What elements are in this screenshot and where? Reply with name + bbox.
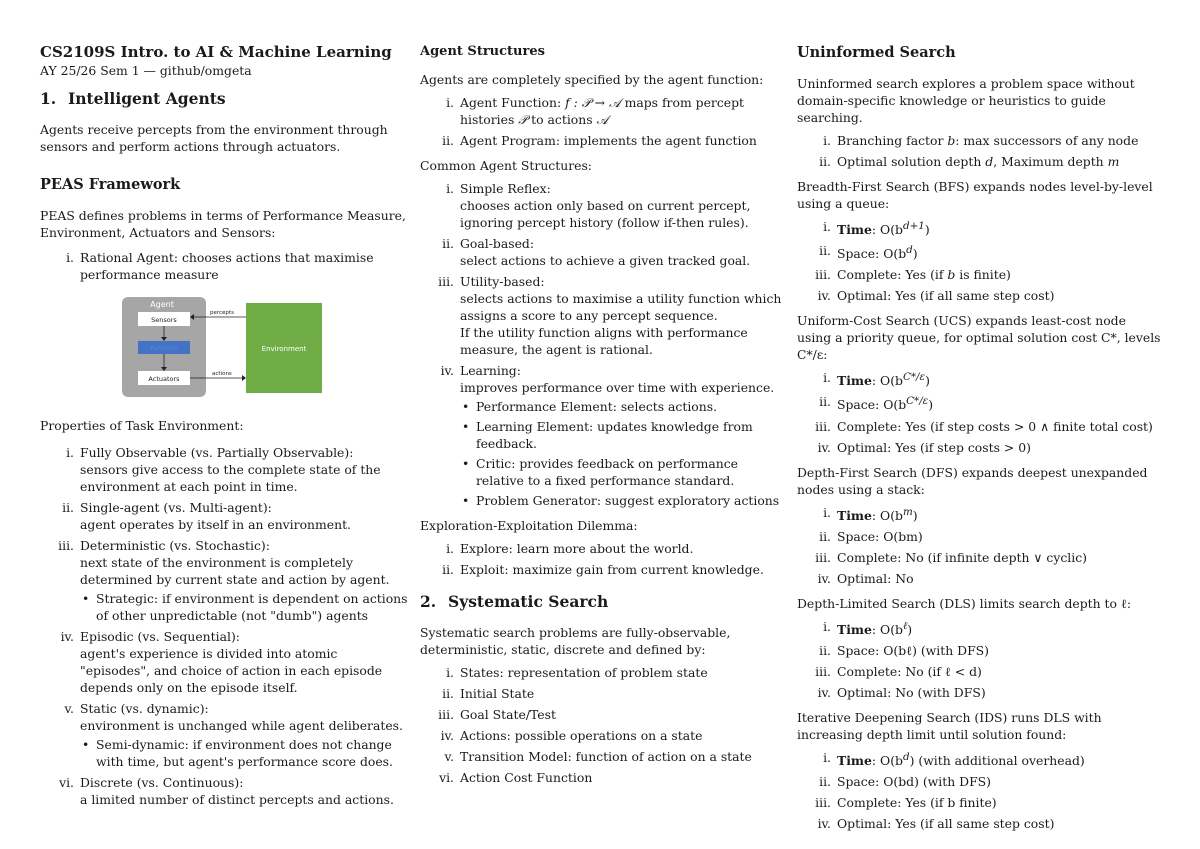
- item-body: selects actions to maximise a utility function which assigns a score to any percept sequence.: [460, 291, 782, 323]
- list-item: [797, 132, 1162, 149]
- list-item: [797, 549, 1162, 566]
- item-text: Agent Program: implements the agent function: [460, 133, 757, 148]
- item-head: Static (vs. dynamic):: [80, 701, 209, 716]
- list-item: [420, 748, 785, 765]
- item-text: Branching factor: [837, 133, 948, 148]
- item-number: vi.: [439, 770, 454, 785]
- item-number: ii.: [819, 394, 831, 410]
- item-body: chooses action only based on current percept, ignoring percept history (follow if-then rules).: [460, 198, 751, 230]
- section-1-heading: [40, 89, 410, 109]
- item-label: Optimal: [837, 815, 888, 831]
- dls-desc: Depth-Limited Search (DLS) limits search depth to ℓ:: [797, 595, 1132, 611]
- item-head: Episodic (vs. Sequential):: [80, 629, 240, 644]
- list-item: [797, 642, 1162, 659]
- column-1: [40, 40, 410, 816]
- math: m: [1107, 154, 1120, 169]
- section-title: Systematic Search: [448, 592, 609, 611]
- item-label: Time: [837, 621, 872, 637]
- list-item: [797, 218, 1162, 238]
- systematic-desc: Systematic search problems are fully-observable, deterministic, static, discrete and defined by:: [420, 625, 731, 657]
- item-text: : No (if ℓ < d): [897, 663, 982, 679]
- list-item: [797, 418, 1162, 435]
- document-subtitle: AY 25/26 Sem 1 — github/omgeta: [40, 63, 252, 78]
- item-number: v.: [444, 749, 454, 764]
- list-item: [797, 504, 1162, 524]
- dls-list: [797, 618, 1162, 701]
- properties-title: Properties of Task Environment:: [40, 418, 244, 433]
- item-number: ii.: [442, 562, 454, 577]
- section-title: Intelligent Agents: [68, 89, 226, 108]
- arrow-head: [242, 375, 246, 381]
- agents-intro: Agents receive percepts from the environment through sensors and perform actions through actuators.: [40, 122, 388, 154]
- list-item: [797, 153, 1162, 170]
- math: b: [947, 133, 956, 148]
- item-text: : O(bℓ) (with DFS): [875, 642, 989, 658]
- item-number: iv.: [440, 728, 454, 743]
- bullet-item: • Strategic: if environment is dependent on actions of other unpredictable (not "dumb") agents: [80, 590, 410, 624]
- list-item: [797, 528, 1162, 545]
- item-text: : Yes (if step costs > 0): [887, 439, 1031, 455]
- bfs-list: [797, 218, 1162, 304]
- math: C*/ε: [902, 371, 926, 384]
- item-number: ii.: [819, 642, 831, 658]
- item-text: to actions: [527, 112, 597, 127]
- item-text: Explore: learn more about the world.: [460, 541, 694, 556]
- ee-title: Exploration-Exploitation Dilemma:: [420, 518, 638, 533]
- math: 𝒫: [518, 112, 528, 127]
- bullet-item: • Semi-dynamic: if environment does not change with time, but agent's performance score does.: [80, 736, 410, 770]
- list-item: [420, 727, 785, 744]
- list-item: [40, 700, 410, 770]
- item-number: iv.: [817, 288, 831, 304]
- peas-heading: PEAS Framework: [40, 176, 181, 193]
- item-text: Transition Model: function of action on a state: [460, 749, 752, 764]
- list-item: [797, 663, 1162, 680]
- list-item: [797, 393, 1162, 413]
- item-text: : O(bd) (with DFS): [875, 773, 991, 789]
- agent-structures-heading: Agent Structures: [420, 44, 545, 59]
- item-text: : O(b: [871, 222, 903, 238]
- list-item: [797, 242, 1162, 262]
- item-number: ii.: [819, 154, 831, 169]
- item-label: Complete: [837, 549, 898, 565]
- item-number: i.: [823, 219, 831, 234]
- item-number: i.: [446, 181, 454, 196]
- item-head: Goal-based:: [460, 236, 535, 251]
- item-text: Optimal solution depth: [837, 154, 986, 169]
- agent-function-list: [420, 94, 785, 149]
- item-number: iv.: [60, 629, 74, 644]
- item-number: i.: [446, 665, 454, 680]
- item-text: : Yes (if b finite): [897, 794, 997, 810]
- structures-list: [420, 180, 785, 509]
- item-number: iii.: [438, 707, 454, 722]
- item-text: Actions: possible operations on a state: [460, 728, 703, 743]
- item-number: i.: [823, 618, 831, 634]
- item-number: ii.: [819, 773, 831, 789]
- item-text: Action Cost Function: [460, 770, 593, 785]
- bfs-desc: Breadth-First Search (BFS) expands nodes level-by-level using a queue:: [797, 179, 1153, 211]
- item-number: iii.: [815, 794, 831, 810]
- function-label: Function: [150, 344, 178, 352]
- item-number: ii.: [442, 686, 454, 701]
- item-body: next state of the environment is completely determined by current state and action by agent.: [80, 555, 390, 587]
- item-text: ): [912, 246, 918, 262]
- item-label: Space: [837, 397, 876, 413]
- item-text: Agent Function:: [460, 95, 566, 110]
- item-text: : No (with DFS): [887, 684, 986, 700]
- list-item: [420, 706, 785, 723]
- item-text: : O(b: [871, 752, 903, 768]
- item-label: Complete: [837, 267, 898, 283]
- item-label: Optimal: [837, 439, 888, 455]
- item-number: i.: [446, 95, 454, 110]
- math: m: [902, 505, 913, 518]
- list-item: [40, 537, 410, 624]
- item-text: : Yes (if all same step cost): [887, 288, 1055, 304]
- item-label: Complete: [837, 418, 898, 434]
- item-text: : Yes (if step costs > 0 ∧ finite total cost): [897, 418, 1153, 434]
- math: d+1: [902, 220, 925, 232]
- item-label: Space: [837, 773, 876, 789]
- item-label: Time: [837, 752, 872, 768]
- item-label: Time: [837, 373, 872, 389]
- uninformed-heading: Uninformed Search: [797, 44, 956, 61]
- agent-label: Agent: [150, 300, 174, 309]
- ucs-desc: Uniform-Cost Search (UCS) expands least-cost node using a priority queue, for optimal solution cost C*, levels C*/ε:: [797, 313, 1161, 363]
- actions-label: actions: [212, 371, 232, 377]
- item-text: : max successors of any node: [955, 133, 1139, 148]
- bullet-item: • Learning Element: updates knowledge from feedback.: [460, 418, 785, 452]
- item-text: ): [912, 507, 918, 523]
- item-number: iii.: [438, 274, 454, 289]
- uninformed-desc: Uninformed search explores a problem space without domain-specific knowledge or heuristics to guide searching.: [797, 76, 1135, 125]
- list-item: [40, 628, 410, 696]
- bullet-item: • Performance Element: selects actions.: [460, 398, 785, 415]
- item-text: ): [928, 397, 934, 413]
- item-text: : O(bm): [875, 528, 923, 544]
- item-text: Exploit: maximize gain from current knowledge.: [460, 562, 764, 577]
- agent-environment-diagram: [122, 297, 322, 397]
- item-head: Learning:: [460, 363, 521, 378]
- item-text: ): [925, 373, 930, 389]
- item-head: Simple Reflex:: [460, 181, 551, 196]
- systematic-list: [420, 664, 785, 786]
- item-number: ii.: [442, 236, 454, 251]
- item-body: sensors give access to the complete state of the environment at each point in time.: [80, 462, 381, 494]
- math: 𝒜: [596, 112, 609, 127]
- item-body: a limited number of distinct percepts and actions.: [80, 792, 394, 807]
- item-number: ii.: [819, 528, 831, 544]
- item-text: , Maximum depth: [993, 154, 1108, 169]
- list-item: [420, 664, 785, 681]
- environment-label: Environment: [261, 345, 307, 353]
- item-label: Space: [837, 642, 876, 658]
- list-item: [40, 444, 410, 495]
- item-head: Discrete (vs. Continuous):: [80, 775, 244, 790]
- bullet-list: [460, 398, 785, 509]
- item-number: ii.: [819, 243, 831, 259]
- item-number: i.: [66, 250, 74, 265]
- math: b: [947, 267, 956, 283]
- item-head: Utility-based:: [460, 274, 545, 289]
- list-item: [797, 570, 1162, 587]
- bullet-item: • Problem Generator: suggest exploratory actions: [460, 492, 785, 509]
- item-text: ): [907, 621, 913, 637]
- list-item: [420, 561, 785, 578]
- ids-list: [797, 749, 1162, 832]
- list-item: [420, 94, 785, 128]
- item-number: v.: [64, 701, 74, 716]
- list-item: [797, 266, 1162, 283]
- item-head: Single-agent (vs. Multi-agent):: [80, 500, 272, 515]
- item-text: : Yes (if: [897, 267, 948, 283]
- item-number: iii.: [815, 267, 831, 283]
- item-text: : Yes (if all same step cost): [887, 815, 1055, 831]
- math: ℓ: [902, 619, 908, 632]
- item-text: : No: [887, 570, 914, 586]
- list-item: [420, 685, 785, 702]
- section-number: 2.: [420, 592, 437, 611]
- item-text: Initial State: [460, 686, 535, 701]
- item-body: agent operates by itself in an environment.: [80, 517, 351, 532]
- list-item: [797, 773, 1162, 790]
- item-text: : O(b: [871, 621, 903, 637]
- list-item: [40, 249, 410, 283]
- item-head: Fully Observable (vs. Partially Observable):: [80, 445, 354, 460]
- item-label: Optimal: [837, 570, 888, 586]
- list-item: [797, 369, 1162, 389]
- ids-desc: Iterative Deepening Search (IDS) runs DLS with increasing depth limit until solution found:: [797, 709, 1102, 742]
- item-label: Time: [837, 222, 872, 238]
- bullet-list: [80, 590, 410, 624]
- item-number: i.: [823, 370, 831, 386]
- column-3: [797, 40, 1162, 840]
- list-item: [797, 815, 1162, 832]
- list-item: [420, 235, 785, 269]
- item-number: iv.: [817, 684, 831, 700]
- item-text: Goal State/Test: [460, 707, 556, 722]
- item-number: iii.: [58, 538, 74, 553]
- dfs-desc: Depth-First Search (DFS) expands deepest unexpanded nodes using a stack:: [797, 464, 1148, 497]
- math: d: [902, 750, 910, 763]
- item-text: : O(b: [875, 397, 907, 413]
- list-item: [420, 180, 785, 231]
- column-2: [420, 40, 785, 794]
- item-number: ii.: [442, 133, 454, 148]
- ucs-list: [797, 369, 1162, 455]
- peas-description: PEAS defines problems in terms of Performance Measure, Environment, Actuators and Sensors:: [40, 208, 406, 240]
- item-label: Space: [837, 246, 876, 262]
- list-item: [40, 499, 410, 533]
- agent-structures-desc: Agents are completely specified by the agent function:: [420, 72, 764, 87]
- item-number: iv.: [817, 570, 831, 586]
- item-number: iv.: [440, 363, 454, 378]
- math: d: [906, 244, 913, 257]
- document-title: CS2109S Intro. to AI & Machine Learning: [40, 43, 392, 61]
- sensors-label: Sensors: [151, 316, 177, 324]
- item-number: i.: [823, 504, 831, 520]
- bullet-list: [80, 736, 410, 770]
- list-item: [797, 684, 1162, 701]
- item-text: : O(b: [871, 507, 903, 523]
- item-text: States: representation of problem state: [460, 665, 708, 680]
- item-body: environment is unchanged while agent deliberates.: [80, 718, 403, 733]
- math: d: [985, 154, 994, 169]
- bullet-item: • Critic: provides feedback on performance relative to a fixed performance standard.: [460, 455, 785, 489]
- item-label: Time: [837, 507, 872, 523]
- list-item: [420, 362, 785, 509]
- item-number: vi.: [59, 775, 74, 790]
- item-label: Optimal: [837, 288, 888, 304]
- list-item: [797, 618, 1162, 638]
- list-item: [420, 769, 785, 786]
- list-item: [420, 273, 785, 358]
- item-number: iv.: [817, 439, 831, 455]
- common-structures-title: Common Agent Structures:: [420, 158, 592, 173]
- item-number: i.: [823, 133, 831, 148]
- item-number: iii.: [815, 663, 831, 679]
- item-text: : O(b: [875, 246, 907, 262]
- list-item: [797, 439, 1162, 456]
- section-number: 1.: [40, 89, 57, 108]
- item-number: i.: [823, 749, 831, 765]
- item-number: ii.: [62, 500, 74, 515]
- list-item: [797, 749, 1162, 769]
- list-item: [40, 774, 410, 808]
- item-text: is finite): [955, 267, 1011, 283]
- item-label: Space: [837, 528, 876, 544]
- item-text: : O(b: [871, 373, 903, 389]
- item-head: Deterministic (vs. Stochastic):: [80, 538, 270, 553]
- section-2-heading: [420, 592, 785, 612]
- item-label: Optimal: [837, 684, 888, 700]
- item-body: select actions to achieve a given tracked goal.: [460, 253, 751, 268]
- item-body: improves performance over time with experience.: [460, 380, 775, 395]
- item-text: maps from percept histories: [460, 95, 745, 127]
- item-number: i.: [66, 445, 74, 460]
- item-text: ) (with additional overhead): [909, 752, 1085, 768]
- item-number: i.: [446, 541, 454, 556]
- rational-list: [40, 249, 410, 283]
- list-item: [797, 794, 1162, 811]
- item-text: : No (if infinite depth ∨ cyclic): [897, 549, 1087, 565]
- list-item: [420, 540, 785, 557]
- percepts-label: percepts: [210, 310, 234, 316]
- item-number: iii.: [815, 418, 831, 434]
- list-item: [420, 132, 785, 149]
- item-number: iv.: [817, 815, 831, 831]
- list-item: [797, 287, 1162, 304]
- item-body: If the utility function aligns with performance measure, the agent is rational.: [460, 325, 748, 357]
- item-text: ): [924, 222, 930, 238]
- properties-list: [40, 444, 410, 808]
- math: f : 𝒫 → 𝒜: [565, 95, 621, 110]
- item-text: Rational Agent: chooses actions that maximise performance measure: [80, 250, 374, 282]
- ee-list: [420, 540, 785, 578]
- math: C*/ε: [906, 395, 929, 408]
- item-label: Complete: [837, 794, 898, 810]
- actuators-label: Actuators: [148, 375, 180, 383]
- item-label: Complete: [837, 663, 898, 679]
- params-list: [797, 132, 1162, 170]
- dfs-list: [797, 504, 1162, 587]
- item-number: iii.: [815, 549, 831, 565]
- item-body: agent's experience is divided into atomic "episodes", and choice of action in each episode depends only on the episode itself.: [80, 646, 383, 695]
